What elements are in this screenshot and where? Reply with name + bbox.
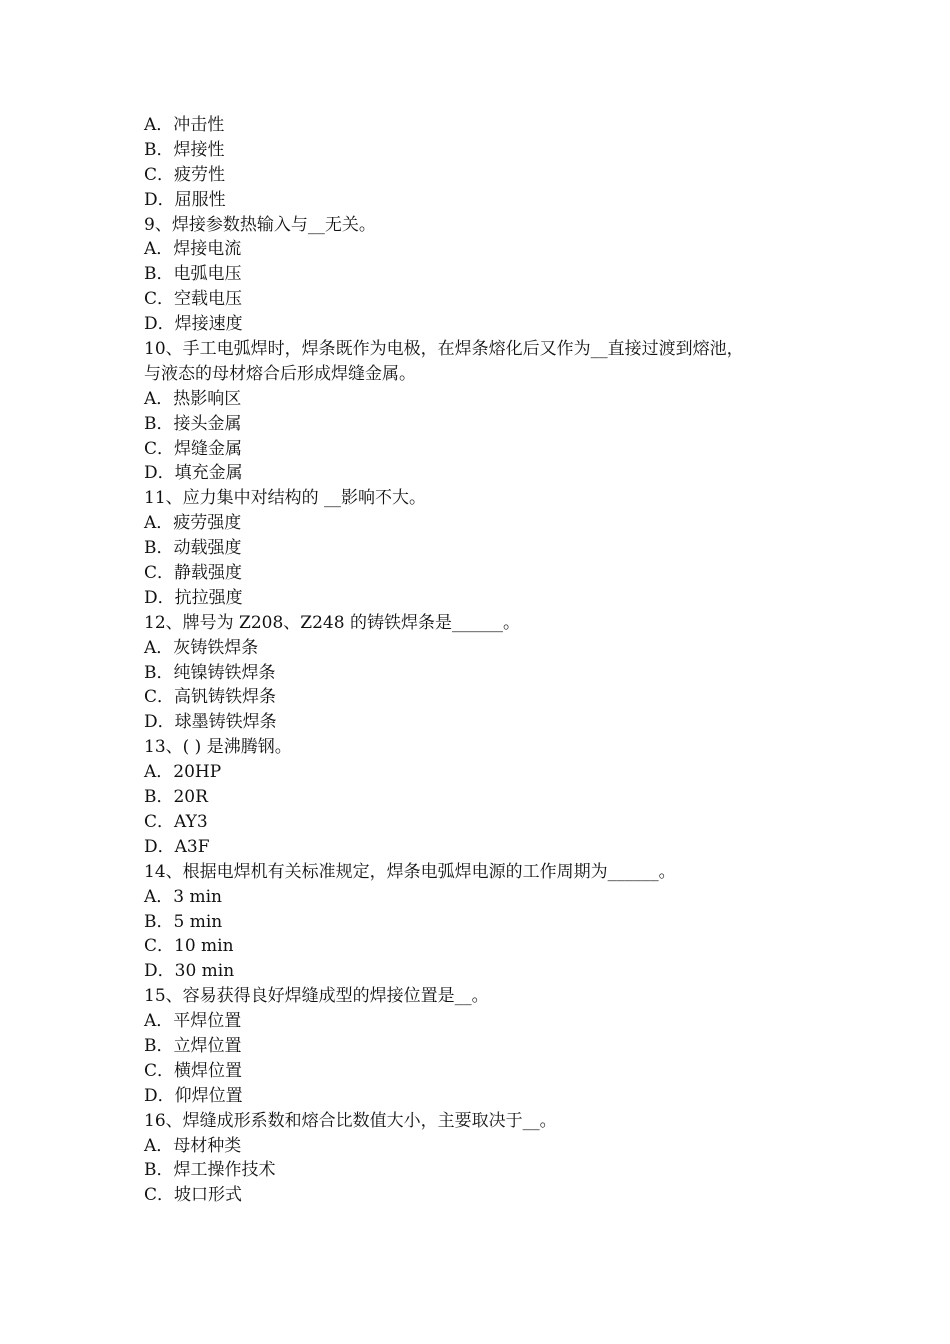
option-line: D．填充金属 bbox=[144, 463, 243, 484]
option-line: A．焊接电流 bbox=[144, 239, 242, 260]
option-line: B．5 min bbox=[144, 911, 223, 932]
option-line: C．空载电压 bbox=[144, 289, 243, 310]
option-line: C．焊缝金属 bbox=[144, 438, 243, 459]
option-line: D．仰焊位置 bbox=[144, 1085, 243, 1106]
option-line: C．横焊位置 bbox=[144, 1060, 243, 1081]
question-16: 16、焊缝成形系数和熔合比数值大小，主要取决于__。 bbox=[144, 1110, 557, 1131]
option-line: D．抗拉强度 bbox=[144, 587, 243, 608]
option-line: B．立焊位置 bbox=[144, 1035, 242, 1056]
option-line: B．纯镍铸铁焊条 bbox=[144, 662, 276, 683]
document-body bbox=[144, 113, 824, 1208]
option-line: A．平焊位置 bbox=[144, 1011, 242, 1032]
option-line: C．坡口形式 bbox=[144, 1185, 243, 1206]
option-line: A．3 min bbox=[144, 886, 223, 907]
question-13: 13、( ) 是沸腾钢。 bbox=[144, 737, 292, 758]
question-10: 10、手工电弧焊时，焊条既作为电极，在焊条熔化后又作为__直接过渡到熔池， bbox=[144, 339, 744, 360]
option-line: C．高钒铸铁焊条 bbox=[144, 687, 277, 708]
question-15: 15、容易获得良好焊缝成型的焊接位置是__。 bbox=[144, 986, 489, 1007]
option-line: A．母材种类 bbox=[144, 1135, 242, 1156]
question-10-continued: 与液态的母材熔合后形成焊缝金属。 bbox=[144, 363, 416, 384]
question-14: 14、根据电焊机有关标准规定，焊条电弧焊电源的工作周期为______。 bbox=[144, 861, 676, 882]
option-line: B．焊接性 bbox=[144, 139, 225, 160]
option-line: D．焊接速度 bbox=[144, 314, 243, 335]
option-line: D．A3F bbox=[144, 836, 210, 857]
option-line: A．疲劳强度 bbox=[144, 513, 242, 534]
option-line: A．20HP bbox=[144, 762, 222, 783]
option-line: C．疲劳性 bbox=[144, 164, 226, 185]
option-line: D．30 min bbox=[144, 961, 235, 982]
option-line: B．动载强度 bbox=[144, 538, 242, 559]
option-line: B．接头金属 bbox=[144, 413, 242, 434]
option-line: B．20R bbox=[144, 787, 208, 808]
option-line: C．静载强度 bbox=[144, 563, 243, 584]
option-line: A．灰铸铁焊条 bbox=[144, 637, 259, 658]
option-line: B．电弧电压 bbox=[144, 264, 242, 285]
option-line: D．球墨铸铁焊条 bbox=[144, 712, 277, 733]
option-line: D．屈服性 bbox=[144, 189, 226, 210]
option-line: C．AY3 bbox=[144, 811, 208, 832]
option-line: B．焊工操作技术 bbox=[144, 1160, 276, 1181]
option-line: A．冲击性 bbox=[144, 115, 225, 135]
option-line: A．热影响区 bbox=[144, 388, 242, 409]
question-11: 11、应力集中对结构的 __影响不大。 bbox=[144, 488, 427, 509]
question-12: 12、牌号为 Z208、Z248 的铸铁焊条是______。 bbox=[144, 612, 520, 633]
question-9: 9、焊接参数热输入与__无关。 bbox=[144, 214, 376, 235]
option-line: C．10 min bbox=[144, 936, 234, 957]
